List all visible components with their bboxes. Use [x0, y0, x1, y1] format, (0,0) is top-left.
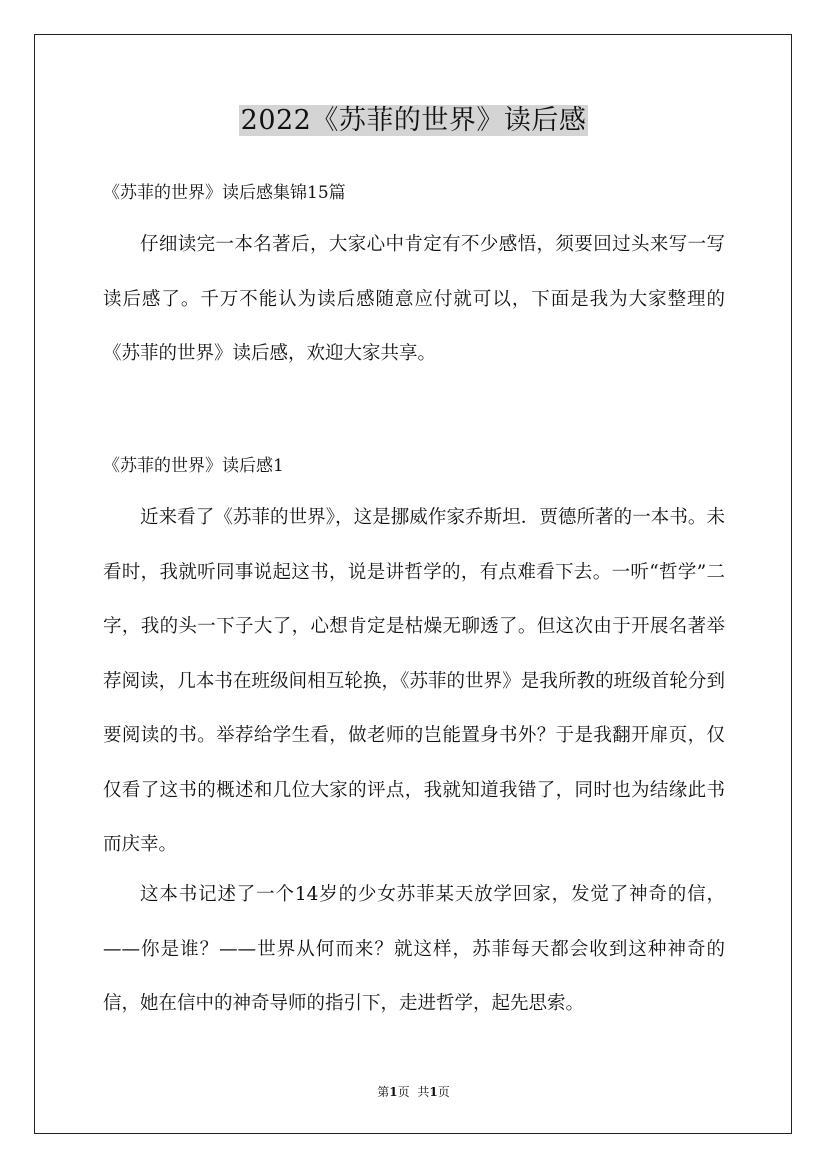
page-total: 1: [429, 1085, 438, 1099]
intro-paragraph: 仔细读完一本名著后，大家心中肯定有不少感悟，须要回过头来写一写读后感了。千万不能认为读后感随意应付就可以，下面是我为大家整理的《苏菲的世界》读后感，欢迎大家共享。: [103, 234, 725, 364]
body-paragraph-2: 这本书记述了一个14岁的少女苏菲某天放学回家，发觉了神奇的信，——你是谁？——世界从何而来？就这样，苏菲每天都会收到这种神奇的信，她在信中的神奇导师的指引下，走进哲学，起先思索。: [103, 884, 725, 1014]
page-prefix: 第: [377, 1085, 390, 1099]
document-subtitle: 《苏菲的世界》读后感集锦15篇: [103, 183, 346, 203]
document-title: [0, 102, 827, 140]
body-paragraph-1: 近来看了《苏菲的世界》，这是挪威作家乔斯坦．贾德所著的一本书。未看时，我就听同事说起这书，说是讲哲学的，有点难看下去。一听“哲学”二字，我的头一下子大了，心想肯定是枯燥无聊透了。但这次由于开展名著举荐阅读，几本书在班级间相互轮换，《苏菲的世界》是我所教的班级首轮分到要阅读的书。举荐给学生看，做老师的岂能置身书外？于是我翻开扉页，仅仅看了这书的概述和几位大家的评点，我就知道我错了，同时也为结缘此书而庆幸。: [103, 507, 725, 855]
total-suffix: 页: [437, 1085, 450, 1099]
total-prefix: 共: [417, 1085, 430, 1099]
page-footer: [0, 1084, 827, 1100]
document-title-text: 2022《苏菲的世界》读后感: [240, 105, 587, 136]
page-suffix: 页: [397, 1085, 410, 1099]
page-current: 1: [389, 1085, 398, 1099]
section-heading: 《苏菲的世界》读后感1: [103, 456, 284, 476]
